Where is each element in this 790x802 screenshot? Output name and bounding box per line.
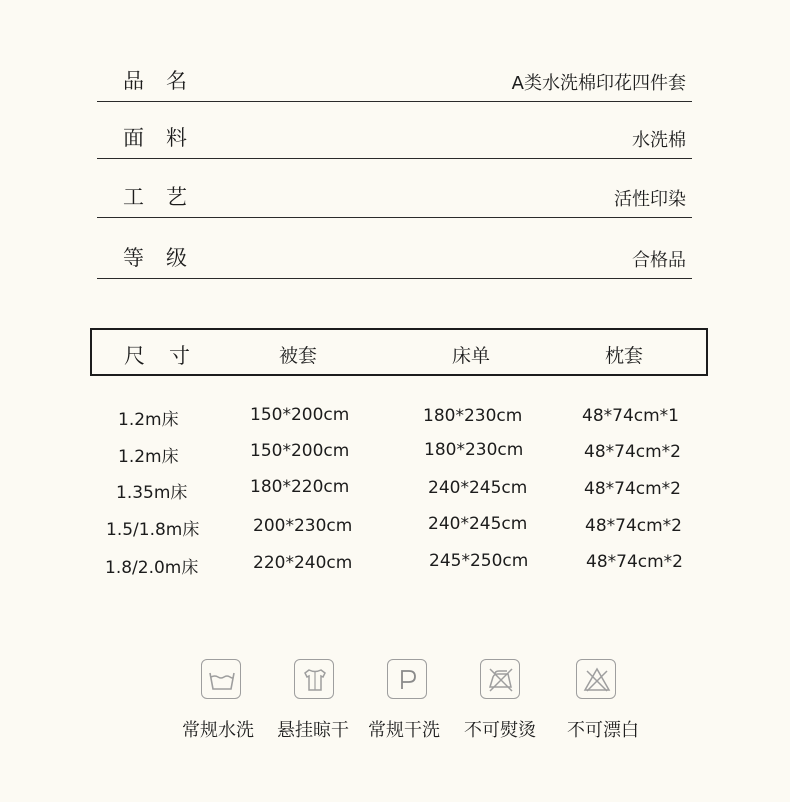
cell-bed-size: 1.5/1.8m床 (106, 520, 200, 540)
cell-sheet: 240*245cm (428, 514, 528, 534)
hang-dry-icon (294, 659, 334, 699)
spec-label: 等级 (123, 246, 209, 270)
care-label-dry-clean: 常规干洗 (368, 720, 440, 741)
care-label-no-iron: 不可熨烫 (464, 720, 536, 741)
cell-duvet: 180*220cm (250, 477, 350, 497)
cell-duvet: 150*200cm (250, 441, 350, 461)
header-sheet: 床单 (452, 345, 491, 367)
header-duvet: 被套 (279, 345, 318, 367)
spec-row-fabric (97, 118, 692, 159)
care-label-hang-dry: 悬挂晾干 (277, 720, 349, 741)
spec-label: 面料 (123, 126, 209, 150)
cell-pillowcase: 48*74cm*2 (584, 442, 681, 462)
care-label-no-bleach: 不可漂白 (567, 720, 639, 741)
no-bleach-icon (576, 659, 616, 699)
dry-clean-p-icon (387, 659, 427, 699)
cell-sheet: 180*230cm (424, 440, 524, 460)
spec-value: 活性印染 (614, 189, 686, 210)
spec-row-process (97, 177, 692, 218)
spec-label: 品名 (123, 69, 209, 93)
cell-sheet: 240*245cm (428, 478, 528, 498)
cell-sheet: 180*230cm (423, 406, 523, 426)
cell-bed-size: 1.2m床 (118, 410, 179, 430)
spec-value: 水洗棉 (632, 130, 686, 151)
cell-pillowcase: 48*74cm*1 (582, 406, 679, 426)
cell-pillowcase: 48*74cm*2 (585, 516, 682, 536)
spec-row-grade (97, 238, 692, 279)
cell-bed-size: 1.35m床 (116, 483, 188, 503)
cell-pillowcase: 48*74cm*2 (586, 552, 683, 572)
cell-bed-size: 1.8/2.0m床 (105, 558, 199, 578)
cell-pillowcase: 48*74cm*2 (584, 479, 681, 499)
header-pillowcase: 枕套 (605, 345, 644, 367)
spec-value: 合格品 (632, 250, 686, 271)
no-iron-icon (480, 659, 520, 699)
cell-duvet: 150*200cm (250, 405, 350, 425)
spec-label: 工艺 (123, 185, 209, 209)
spec-value: A类水洗棉印花四件套 (511, 73, 686, 94)
cell-duvet: 200*230cm (253, 516, 353, 536)
size-table-header (90, 328, 708, 376)
wash-tub-icon (201, 659, 241, 699)
header-size: 尺寸 (124, 344, 214, 368)
cell-bed-size: 1.2m床 (118, 447, 179, 467)
cell-sheet: 245*250cm (429, 551, 529, 571)
spec-row-name (97, 61, 692, 102)
cell-duvet: 220*240cm (253, 553, 353, 573)
care-label-wash: 常规水洗 (182, 720, 254, 741)
